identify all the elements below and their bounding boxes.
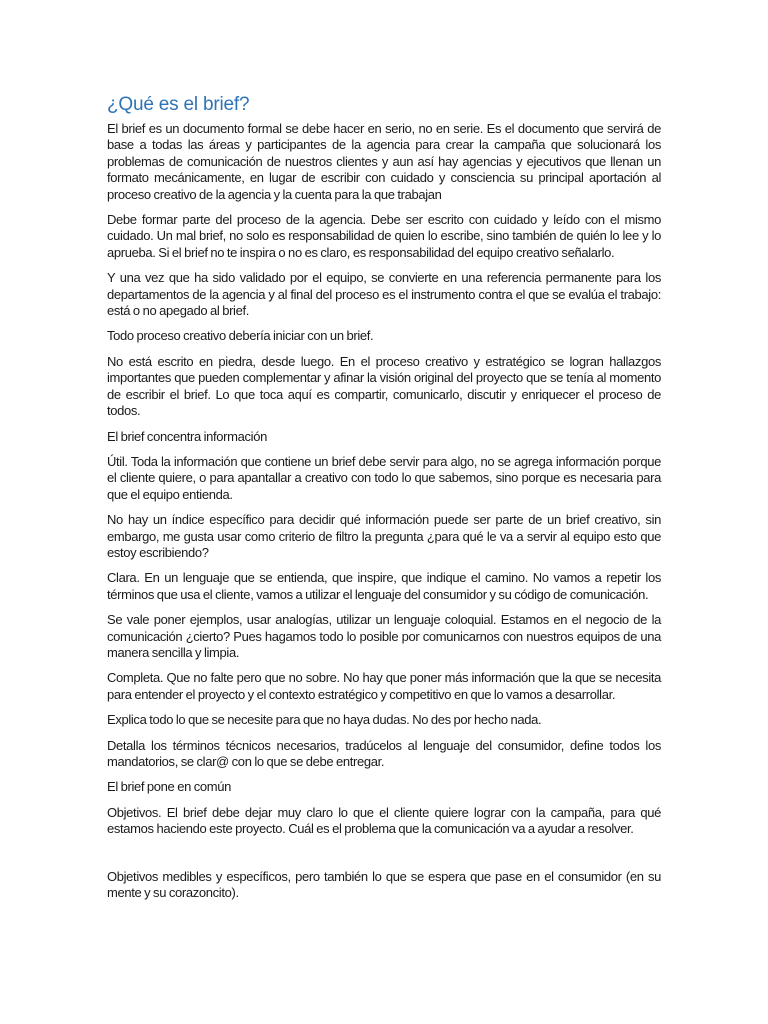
paragraph-process: Debe formar parte del proceso de la agencia. Debe ser escrito con cuidado y leído con el mismo cuidado. Un mal brief, no solo es responsabilidad de quien lo escribe, sino también de quién lo lee y lo aprueba. Si el brief no te inspira o no es claro, es responsabilidad del equipo creativo señalarlo. xyxy=(107,212,661,260)
paragraph-completa: Completa. Que no falte pero que no sobre. No hay que poner más información que la que se necesita para entender el proyecto y el contexto estratégico y competitivo en que lo vamos a desarrollar. xyxy=(107,670,661,702)
paragraph-medibles: Objetivos medibles y específicos, pero también lo que se espera que pase en el consumidor (en su mente y su corazoncito). xyxy=(107,868,661,901)
paragraph-util: Útil. Toda la información que contiene un brief debe servir para algo, no se agrega información porque el cliente quiere, o para apantallar a creativo con todo lo que sabemos, sino porque es necesaria para que el equipo entienda. xyxy=(107,453,661,502)
paragraph-ejemplos: Se vale poner ejemplos, usar analogías, utilizar un lenguaje coloquial. Estamos en el negocio de la comunicación ¿cierto? Pues hagamos todo lo posible por comunicarnos con nuestros equipos de una manera sencilla y limpia. xyxy=(107,612,661,660)
paragraph-validation: Y una vez que ha sido validado por el equipo, se convierte en una referencia permanente para los departamentos de la agencia y al final del proceso es el instrumento contra el que se evalúa el trabajo: está o no apegado al brief. xyxy=(107,270,661,319)
paragraph-clara: Clara. En un lenguaje que se entienda, que inspire, que indique el camino. No vamos a repetir los términos que usa el cliente, vamos a utilizar el lenguaje del consumidor y su código de comunicación. xyxy=(107,570,661,602)
paragraph-not-stone: No está escrito en piedra, desde luego. En el proceso creativo y estratégico se logran hallazgos importantes que pueden complementar y afinar la visión original del proyecto que se tenía al momento de escribir el brief. Lo que toca aquí es compartir, comunicarlo, discutir y enriquecer el proceso de todos. xyxy=(107,353,661,419)
blank-line xyxy=(107,847,661,869)
document-title: ¿Qué es el brief? xyxy=(107,94,250,115)
paragraph-indice: No hay un índice específico para decidir qué información puede ser parte de un brief creativo, sin embargo, me gusta usar como criterio de filtro la pregunta ¿para qué le va a servir al equipo esto que estoy escribiendo? xyxy=(107,512,661,560)
subheading-comun: El brief pone en común xyxy=(107,779,231,795)
paragraph-detalla: Detalla los términos técnicos necesarios, tradúcelos al lenguaje del consumidor, define todos los mandatorios, se clar@ con lo que se debe entregar. xyxy=(107,737,661,769)
paragraph-start: Todo proceso creativo debería iniciar con un brief. xyxy=(107,328,374,344)
subheading-concentra: El brief concentra información xyxy=(107,428,267,444)
paragraph-explica: Explica todo lo que se necesite para que no haya dudas. No des por hecho nada. xyxy=(107,712,542,728)
document-page xyxy=(107,93,661,910)
paragraph-intro: El brief es un documento formal se debe hacer en serio, no en serie. Es el documento que servirá de base a todas las áreas y participantes de la agencia para crear la campaña que solucionará los problemas de comunicación de nuestros clientes y aun así hay agencias y ejecutivos que llenan un formato mecánicamente, en lugar de escribir con cuidado y consciencia su principal aportación al proceso creativo de la agencia y la cuenta para la que trabajan xyxy=(107,121,661,202)
paragraph-objetivos: Objetivos. El brief debe dejar muy claro lo que el cliente quiere lograr con la campaña, para qué estamos haciendo este proyecto. Cuál es el problema que la comunicación va a ayudar a resolver. xyxy=(107,804,661,837)
